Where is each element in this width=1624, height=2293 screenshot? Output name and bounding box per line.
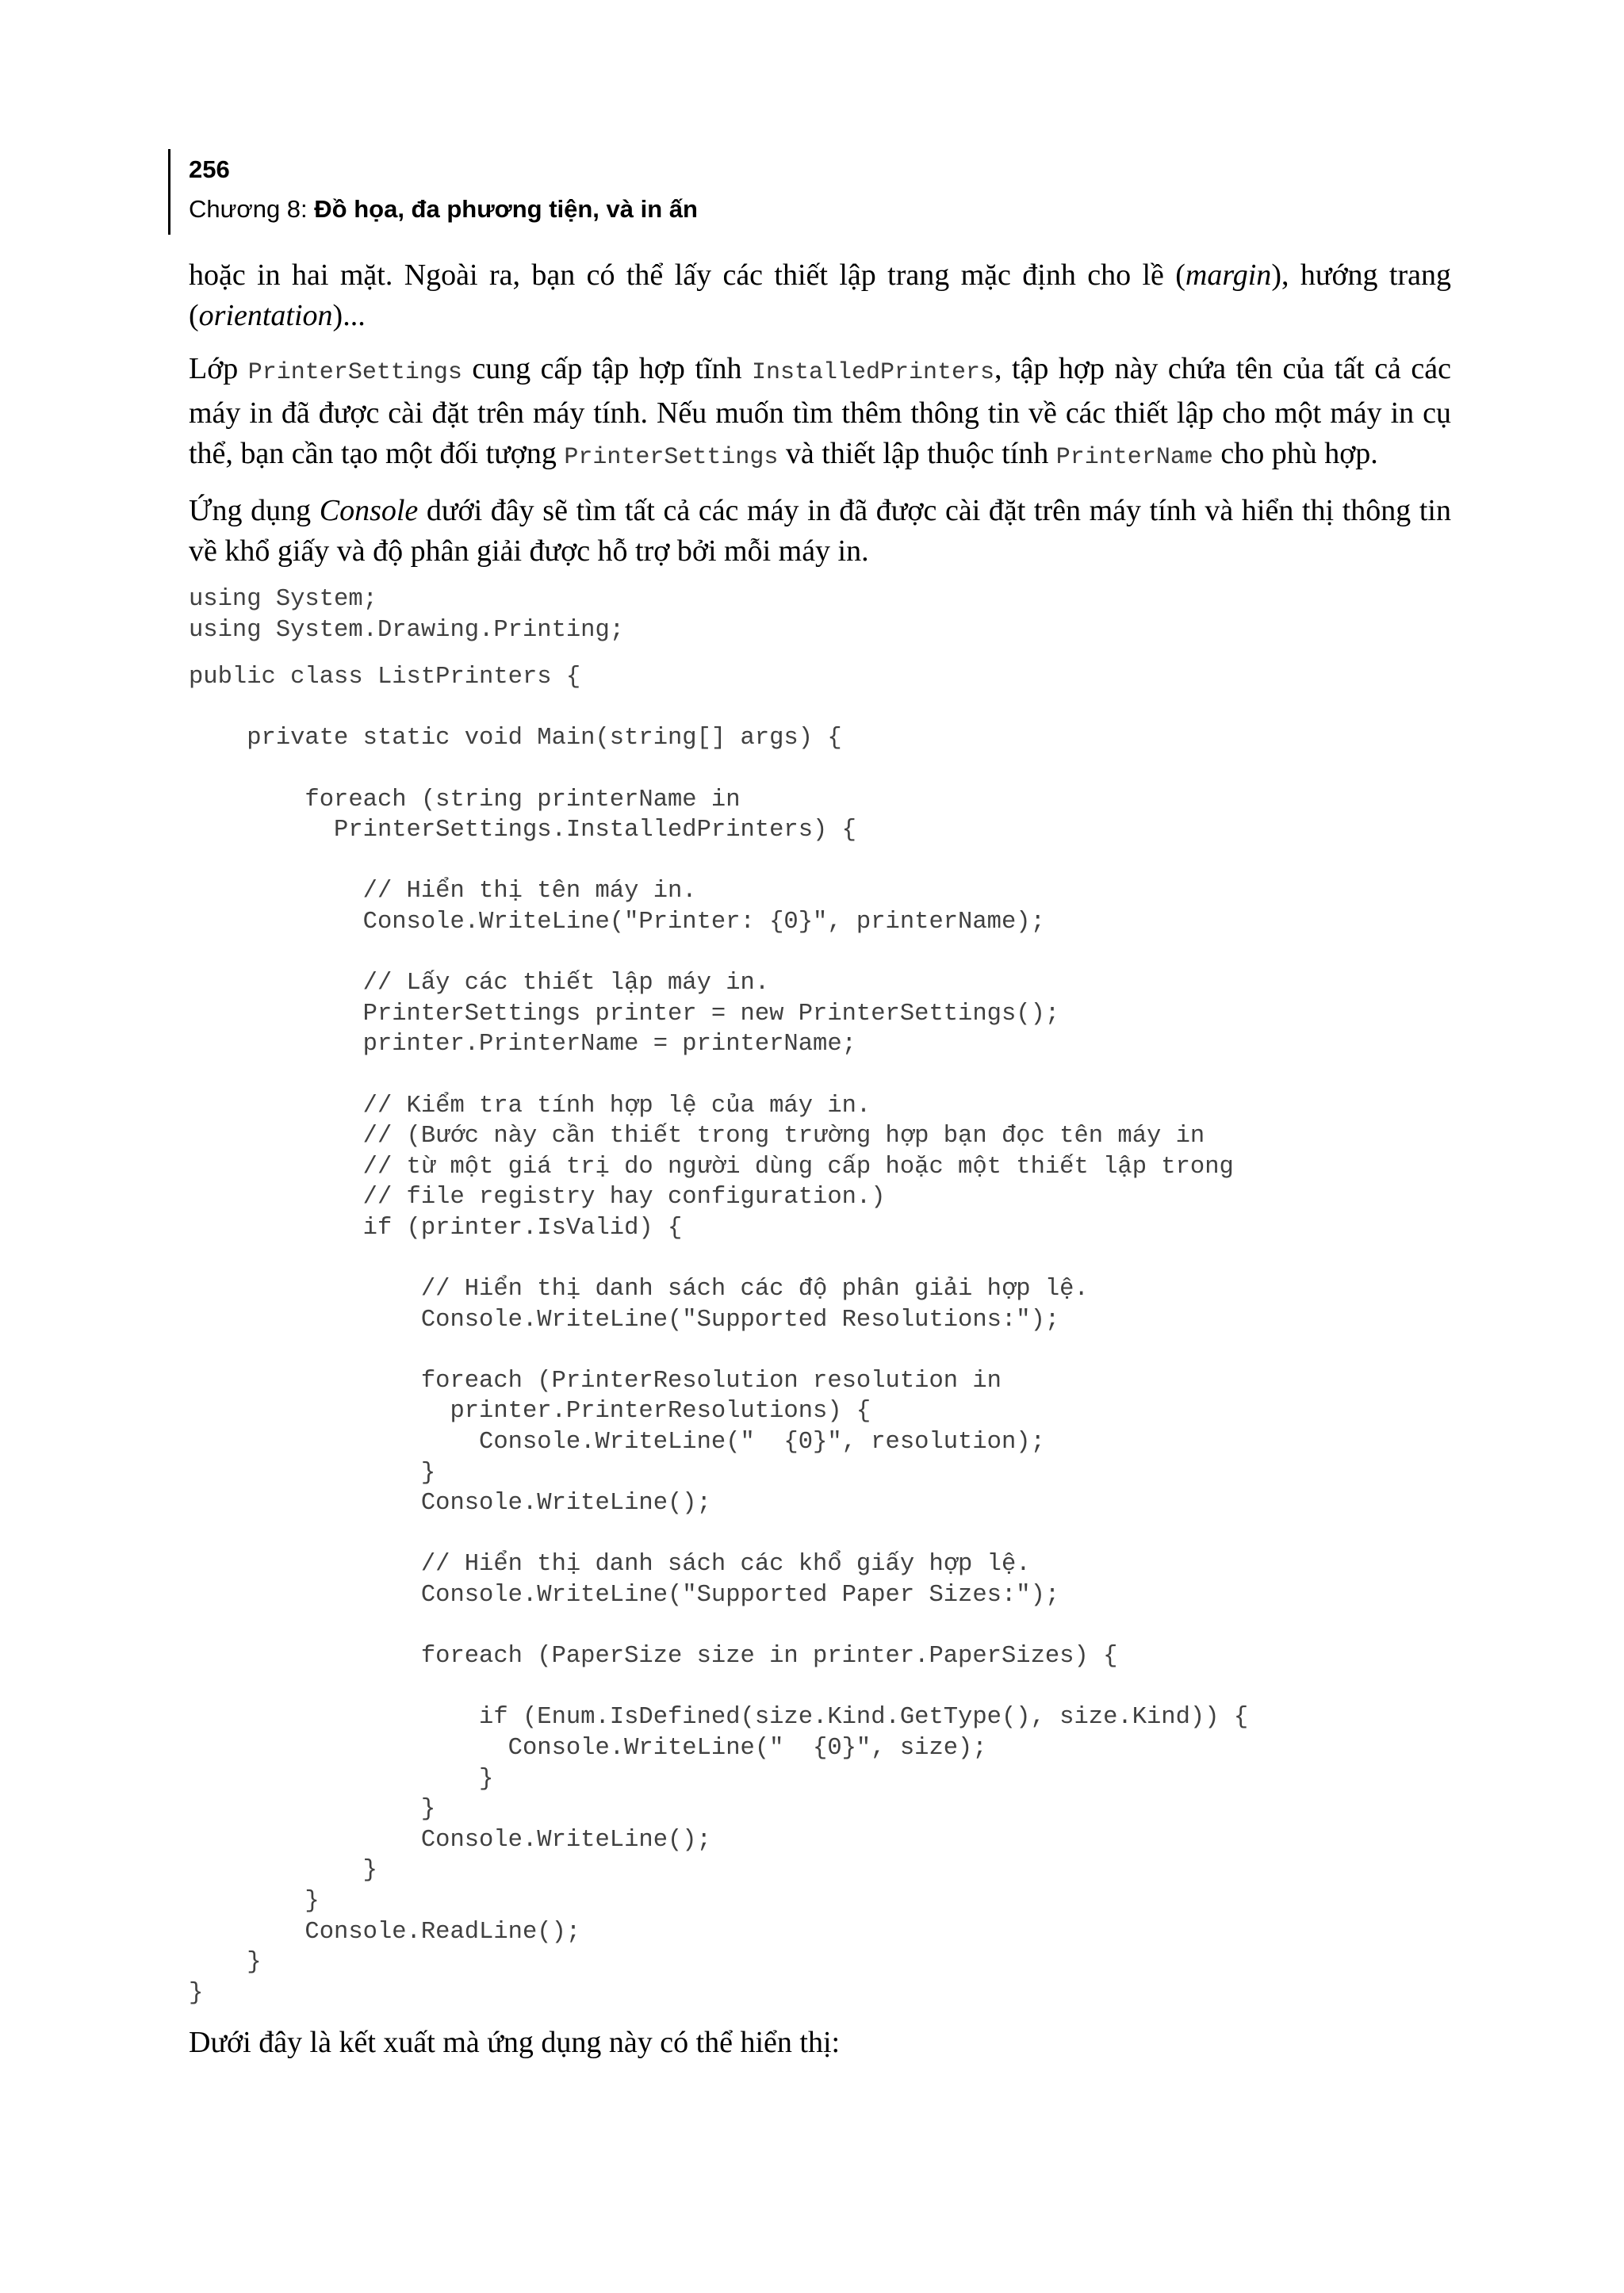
paragraph-2 — [189, 349, 1451, 478]
para1-term-margin: margin — [1185, 258, 1272, 292]
paragraph-4: Dưới đây là kết xuất mà ứng dụng này có thể hiển thị: — [189, 2026, 841, 2060]
para3-term-console: Console — [319, 494, 419, 527]
chapter-prefix: Chương 8: — [189, 195, 315, 223]
paragraph-3 — [189, 491, 1451, 572]
para2-code-3: PrinterSettings — [564, 444, 779, 471]
para2-code-2: InstalledPrinters — [751, 359, 995, 386]
code-using-block: using System; using System.Drawing.Printing; — [189, 586, 625, 644]
page-number: 256 — [189, 155, 230, 183]
para2-text-1: Lớp — [189, 352, 248, 385]
para1-text-1: hoặc in hai mặt. Ngoài ra, bạn có thể lấy các thiết lập trang mặc định cho lề ( — [189, 258, 1185, 292]
header-rule — [168, 149, 170, 235]
para1-text-2: ), hướng trang ( — [189, 258, 1451, 332]
chapter-title — [189, 195, 698, 224]
chapter-name: Đồ họa, đa phương tiện, và in ấn — [314, 195, 698, 223]
para2-text-4: và thiết lập thuộc tính — [778, 437, 1056, 470]
para2-text-2: cung cấp tập hợp tĩnh — [462, 352, 752, 385]
para2-text-3: , tập hợp này chứa tên của tất cả các máy in đã được cài đặt trên máy tính. Nếu muốn tìm thêm thông tin về các thiết lập cho một máy in cụ thể, bạn cần tạo một đối tượng — [189, 352, 1452, 470]
para2-code-4: PrinterName — [1055, 444, 1213, 471]
para1-text-3: )... — [332, 299, 366, 332]
para2-text-5: cho phù hợp. — [1212, 437, 1378, 470]
para2-code-1: PrinterSettings — [247, 359, 462, 386]
para3-text-1: Ứng dụng — [189, 494, 320, 527]
page-content — [189, 255, 1451, 2076]
para3-text-2: dưới đây sẽ tìm tất cả các máy in đã được cài đặt trên máy tính và hiển thị thông tin về khổ giấy và độ phân giải được hỗ trợ bởi mỗi máy in. — [189, 494, 1451, 568]
para1-term-orientation: orientation — [198, 299, 333, 332]
paragraph-1 — [189, 255, 1451, 336]
code-listing-block: public class ListPrinters { private static void Main(string[] args) { foreach (string printerName in PrinterSettings.InstalledPrinters) { // Hiển thị tên máy in. Console.WriteLine("Printer: {0}", printerName); // Lấy các thiết lập máy in. PrinterSettings printer = new PrinterSettings(); printer.PrinterName = printerName; // Kiểm tra tính hợp lệ của máy in. // (Bước này cần thiết trong trường hợp bạn đọc tên máy in // từ một giá trị do người dùng cấp hoặc một thiết lập trong // file registry hay configuration.) if (printer.IsValid) { // Hiển thị danh sách các độ phân giải hợp lệ. Console.WriteLine("Supported Resolutions:"); foreach (PrinterResolution resolution in printer.PrinterResolutions) { Console.WriteLine(" {0}", resolution); } Console.WriteLine(); // Hiển thị danh sách các khổ giấy hợp lệ. Console.WriteLine("Supported Paper Sizes:"); foreach (PaperSize size in printer.PaperSizes) { if (Enum.IsDefined(size.Kind.GetType(), size.Kind)) { Console.WriteLine(" {0}", size); } } Console.WriteLine(); } } Console.ReadLine(); } } — [189, 664, 1249, 2007]
